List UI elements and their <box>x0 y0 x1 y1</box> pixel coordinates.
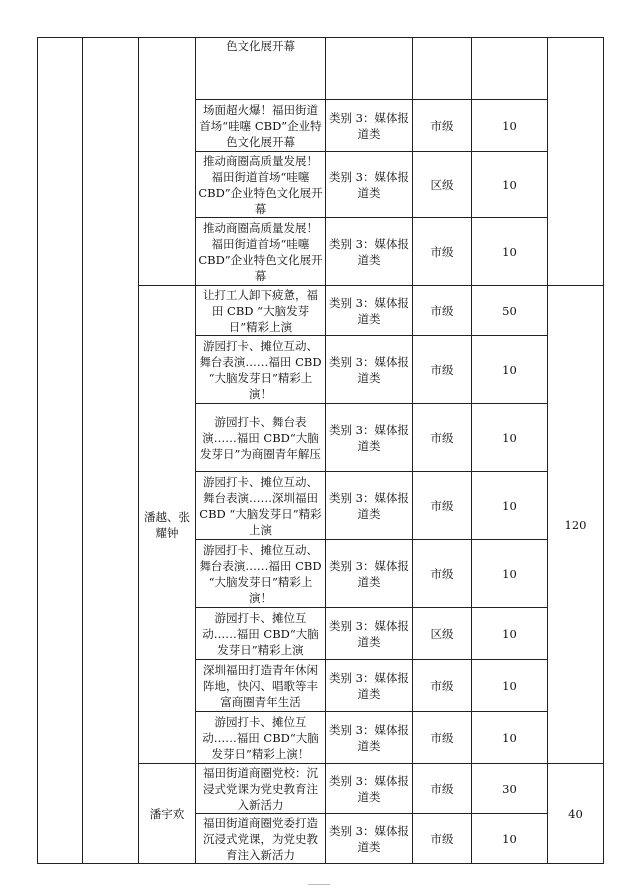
title-cell: 推动商圈高质量发展！福田街道首场“哇噻 CBD”企业特色文化展开幕 <box>196 152 326 218</box>
category-cell: 类别 3：媒体报道类 <box>326 152 413 218</box>
people-cell <box>139 38 196 286</box>
people-cell: 潘宇欢 <box>139 764 196 864</box>
level-cell: 市级 <box>413 336 472 404</box>
category-cell: 类别 3：媒体报道类 <box>326 814 413 864</box>
level-cell: 市级 <box>413 218 472 286</box>
title-cell: 游园打卡、舞台表演……福田 CBD“大脑发芽日”为商圈青年解压 <box>196 404 326 472</box>
score-cell: 10 <box>472 336 548 404</box>
category-cell: 类别 3：媒体报道类 <box>326 100 413 152</box>
score-cell: 30 <box>472 764 548 814</box>
score-cell: 10 <box>472 660 548 712</box>
title-cell: 游园打卡、摊位互动……福田 CBD“大脑发芽日”精彩上演 <box>196 608 326 660</box>
category-cell: 类别 3：媒体报道类 <box>326 472 413 540</box>
category-cell: 类别 3：媒体报道类 <box>326 218 413 286</box>
total-cell: 120 <box>548 286 604 764</box>
score-cell: 10 <box>472 540 548 608</box>
people-cell: 潘越、张耀钟 <box>139 286 196 764</box>
category-cell: 类别 3：媒体报道类 <box>326 764 413 814</box>
total-cell <box>548 38 604 286</box>
score-cell: 10 <box>472 712 548 764</box>
title-cell: 福田街道商圈党委打造沉浸式党课，为党史教育注入新活力 <box>196 814 326 864</box>
title-cell: 色文化展开幕 <box>196 38 326 100</box>
category-cell: 类别 3：媒体报道类 <box>326 712 413 764</box>
score-cell: 10 <box>472 100 548 152</box>
level-cell: 市级 <box>413 472 472 540</box>
category-cell: 类别 3：媒体报道类 <box>326 286 413 336</box>
title-cell: 福田街道商圈党校：沉浸式党课为党史教育注入新活力 <box>196 764 326 814</box>
category-cell: 类别 3：媒体报道类 <box>326 336 413 404</box>
table-row <box>38 38 604 100</box>
score-table <box>37 37 604 864</box>
level-cell <box>413 38 472 100</box>
score-cell: 10 <box>472 404 548 472</box>
level-cell: 市级 <box>413 814 472 864</box>
level-cell: 市级 <box>413 286 472 336</box>
score-cell: 10 <box>472 218 548 286</box>
title-cell: 游园打卡、摊位互动、舞台表演……深圳福田 CBD “大脑发芽日”精彩上演 <box>196 472 326 540</box>
title-cell: 场面超火爆！福田街道首场“哇噻 CBD”企业特色文化展开幕 <box>196 100 326 152</box>
score-cell: 50 <box>472 286 548 336</box>
score-cell: 10 <box>472 152 548 218</box>
title-cell: 深圳福田打造青年休闲阵地，快闪、唱歌等丰富商圈青年生活 <box>196 660 326 712</box>
level-cell: 市级 <box>413 540 472 608</box>
level-cell: 市级 <box>413 764 472 814</box>
level-cell: 市级 <box>413 404 472 472</box>
title-cell: 游园打卡、摊位互动、舞台表演……福田 CBD “大脑发芽日”精彩上演！ <box>196 336 326 404</box>
level-cell: 区级 <box>413 152 472 218</box>
page-footer-mark <box>308 884 330 885</box>
category-cell: 类别 3：媒体报道类 <box>326 608 413 660</box>
score-cell: 10 <box>472 608 548 660</box>
title-cell: 让打工人卸下疲惫，福田 CBD “大脑发芽日”精彩上演 <box>196 286 326 336</box>
unit-cell <box>83 38 139 864</box>
category-cell: 类别 3：媒体报道类 <box>326 660 413 712</box>
title-cell: 推动商圈高质量发展！福田街道首场“哇噻 CBD”企业特色文化展开幕 <box>196 218 326 286</box>
level-cell: 市级 <box>413 100 472 152</box>
title-cell: 游园打卡、摊位互动、舞台表演……福田 CBD “大脑发芽日”精彩上演！ <box>196 540 326 608</box>
total-cell: 40 <box>548 764 604 864</box>
category-cell: 类别 3：媒体报道类 <box>326 540 413 608</box>
category-cell <box>326 38 413 100</box>
index-cell <box>38 38 83 864</box>
score-cell: 10 <box>472 814 548 864</box>
category-cell: 类别 3：媒体报道类 <box>326 404 413 472</box>
level-cell: 市级 <box>413 712 472 764</box>
level-cell: 市级 <box>413 660 472 712</box>
title-cell: 游园打卡、摊位互动……福田 CBD“大脑发芽日”精彩上演！ <box>196 712 326 764</box>
score-cell: 10 <box>472 472 548 540</box>
level-cell: 区级 <box>413 608 472 660</box>
score-cell <box>472 38 548 100</box>
